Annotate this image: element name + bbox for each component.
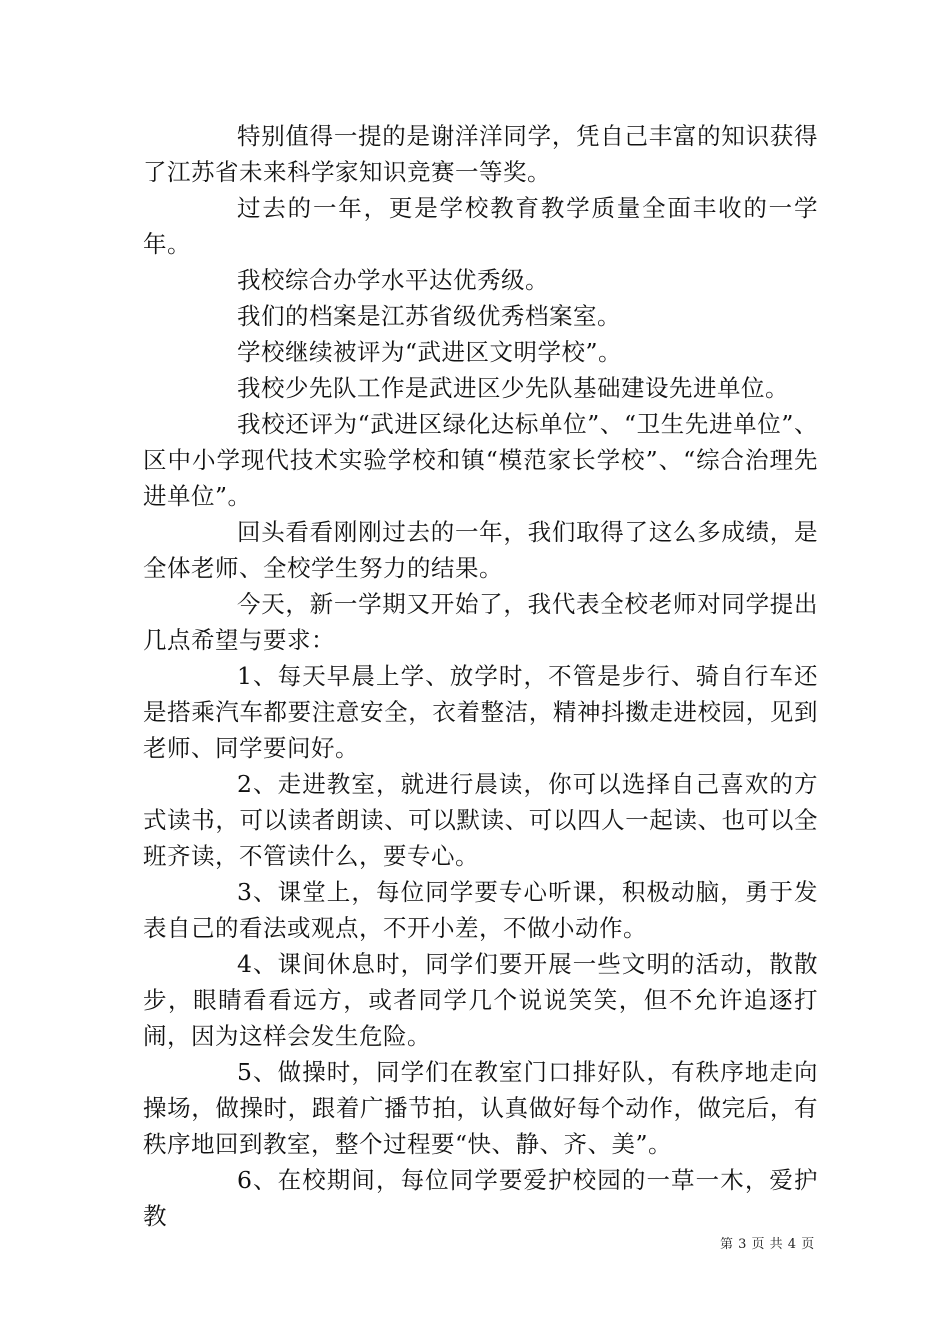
paragraph-2: 过去的一年，更是学校教育教学质量全面丰收的一学年。 bbox=[143, 194, 818, 258]
paragraph-10: 1、每天早晨上学、放学时，不管是步行、骑自行车还是搭乘汽车都要注意安全，衣着整洁，精神抖擞走进校园，见到老师、同学要问好。 bbox=[143, 662, 818, 762]
paragraph-15: 6、在校期间，每位同学要爱护校园的一草一木，爱护教 bbox=[143, 1166, 818, 1230]
paragraph-7: 我校还评为“武进区绿化达标单位”、“卫生先进单位”、区中小学现代技术实验学校和镇“模范家长学校”、“综合治理先进单位”。 bbox=[143, 410, 818, 510]
paragraph-11: 2、走进教室，就进行晨读，你可以选择自己喜欢的方式读书，可以读者朗读、可以默读、可以四人一起读、也可以全班齐读，不管读什么，要专心。 bbox=[143, 770, 818, 870]
paragraph-13: 4、课间休息时，同学们要开展一些文明的活动，散散步，眼睛看看远方，或者同学几个说说笑笑，但不允许追逐打闹，因为这样会发生危险。 bbox=[143, 950, 818, 1050]
paragraph-12: 3、课堂上，每位同学要专心听课，积极动脑，勇于发表自己的看法或观点，不开小差，不做小动作。 bbox=[143, 878, 818, 942]
paragraph-9: 今天，新一学期又开始了，我代表全校老师对同学提出几点希望与要求： bbox=[143, 590, 818, 654]
paragraph-5: 学校继续被评为“武进区文明学校”。 bbox=[237, 338, 623, 366]
paragraph-8: 回头看看刚刚过去的一年，我们取得了这么多成绩，是全体老师、全校学生努力的结果。 bbox=[143, 518, 818, 582]
paragraph-4: 我们的档案是江苏省级优秀档案室。 bbox=[237, 302, 621, 330]
paragraph-14: 5、做操时，同学们在教室门口排好队，有秩序地走向操场，做操时，跟着广播节拍，认真做好每个动作，做完后，有秩序地回到教室，整个过程要“快、静、齐、美”。 bbox=[143, 1058, 818, 1158]
document-body bbox=[143, 118, 818, 1234]
page-number-footer: 第 3 页 共 4 页 bbox=[720, 1237, 815, 1252]
paragraph-3: 我校综合办学水平达优秀级。 bbox=[237, 266, 549, 294]
paragraph-1: 特别值得一提的是谢洋洋同学，凭自己丰富的知识获得了江苏省未来科学家知识竞赛一等奖。 bbox=[143, 122, 818, 186]
paragraph-6: 我校少先队工作是武进区少先队基础建设先进单位。 bbox=[237, 374, 789, 402]
